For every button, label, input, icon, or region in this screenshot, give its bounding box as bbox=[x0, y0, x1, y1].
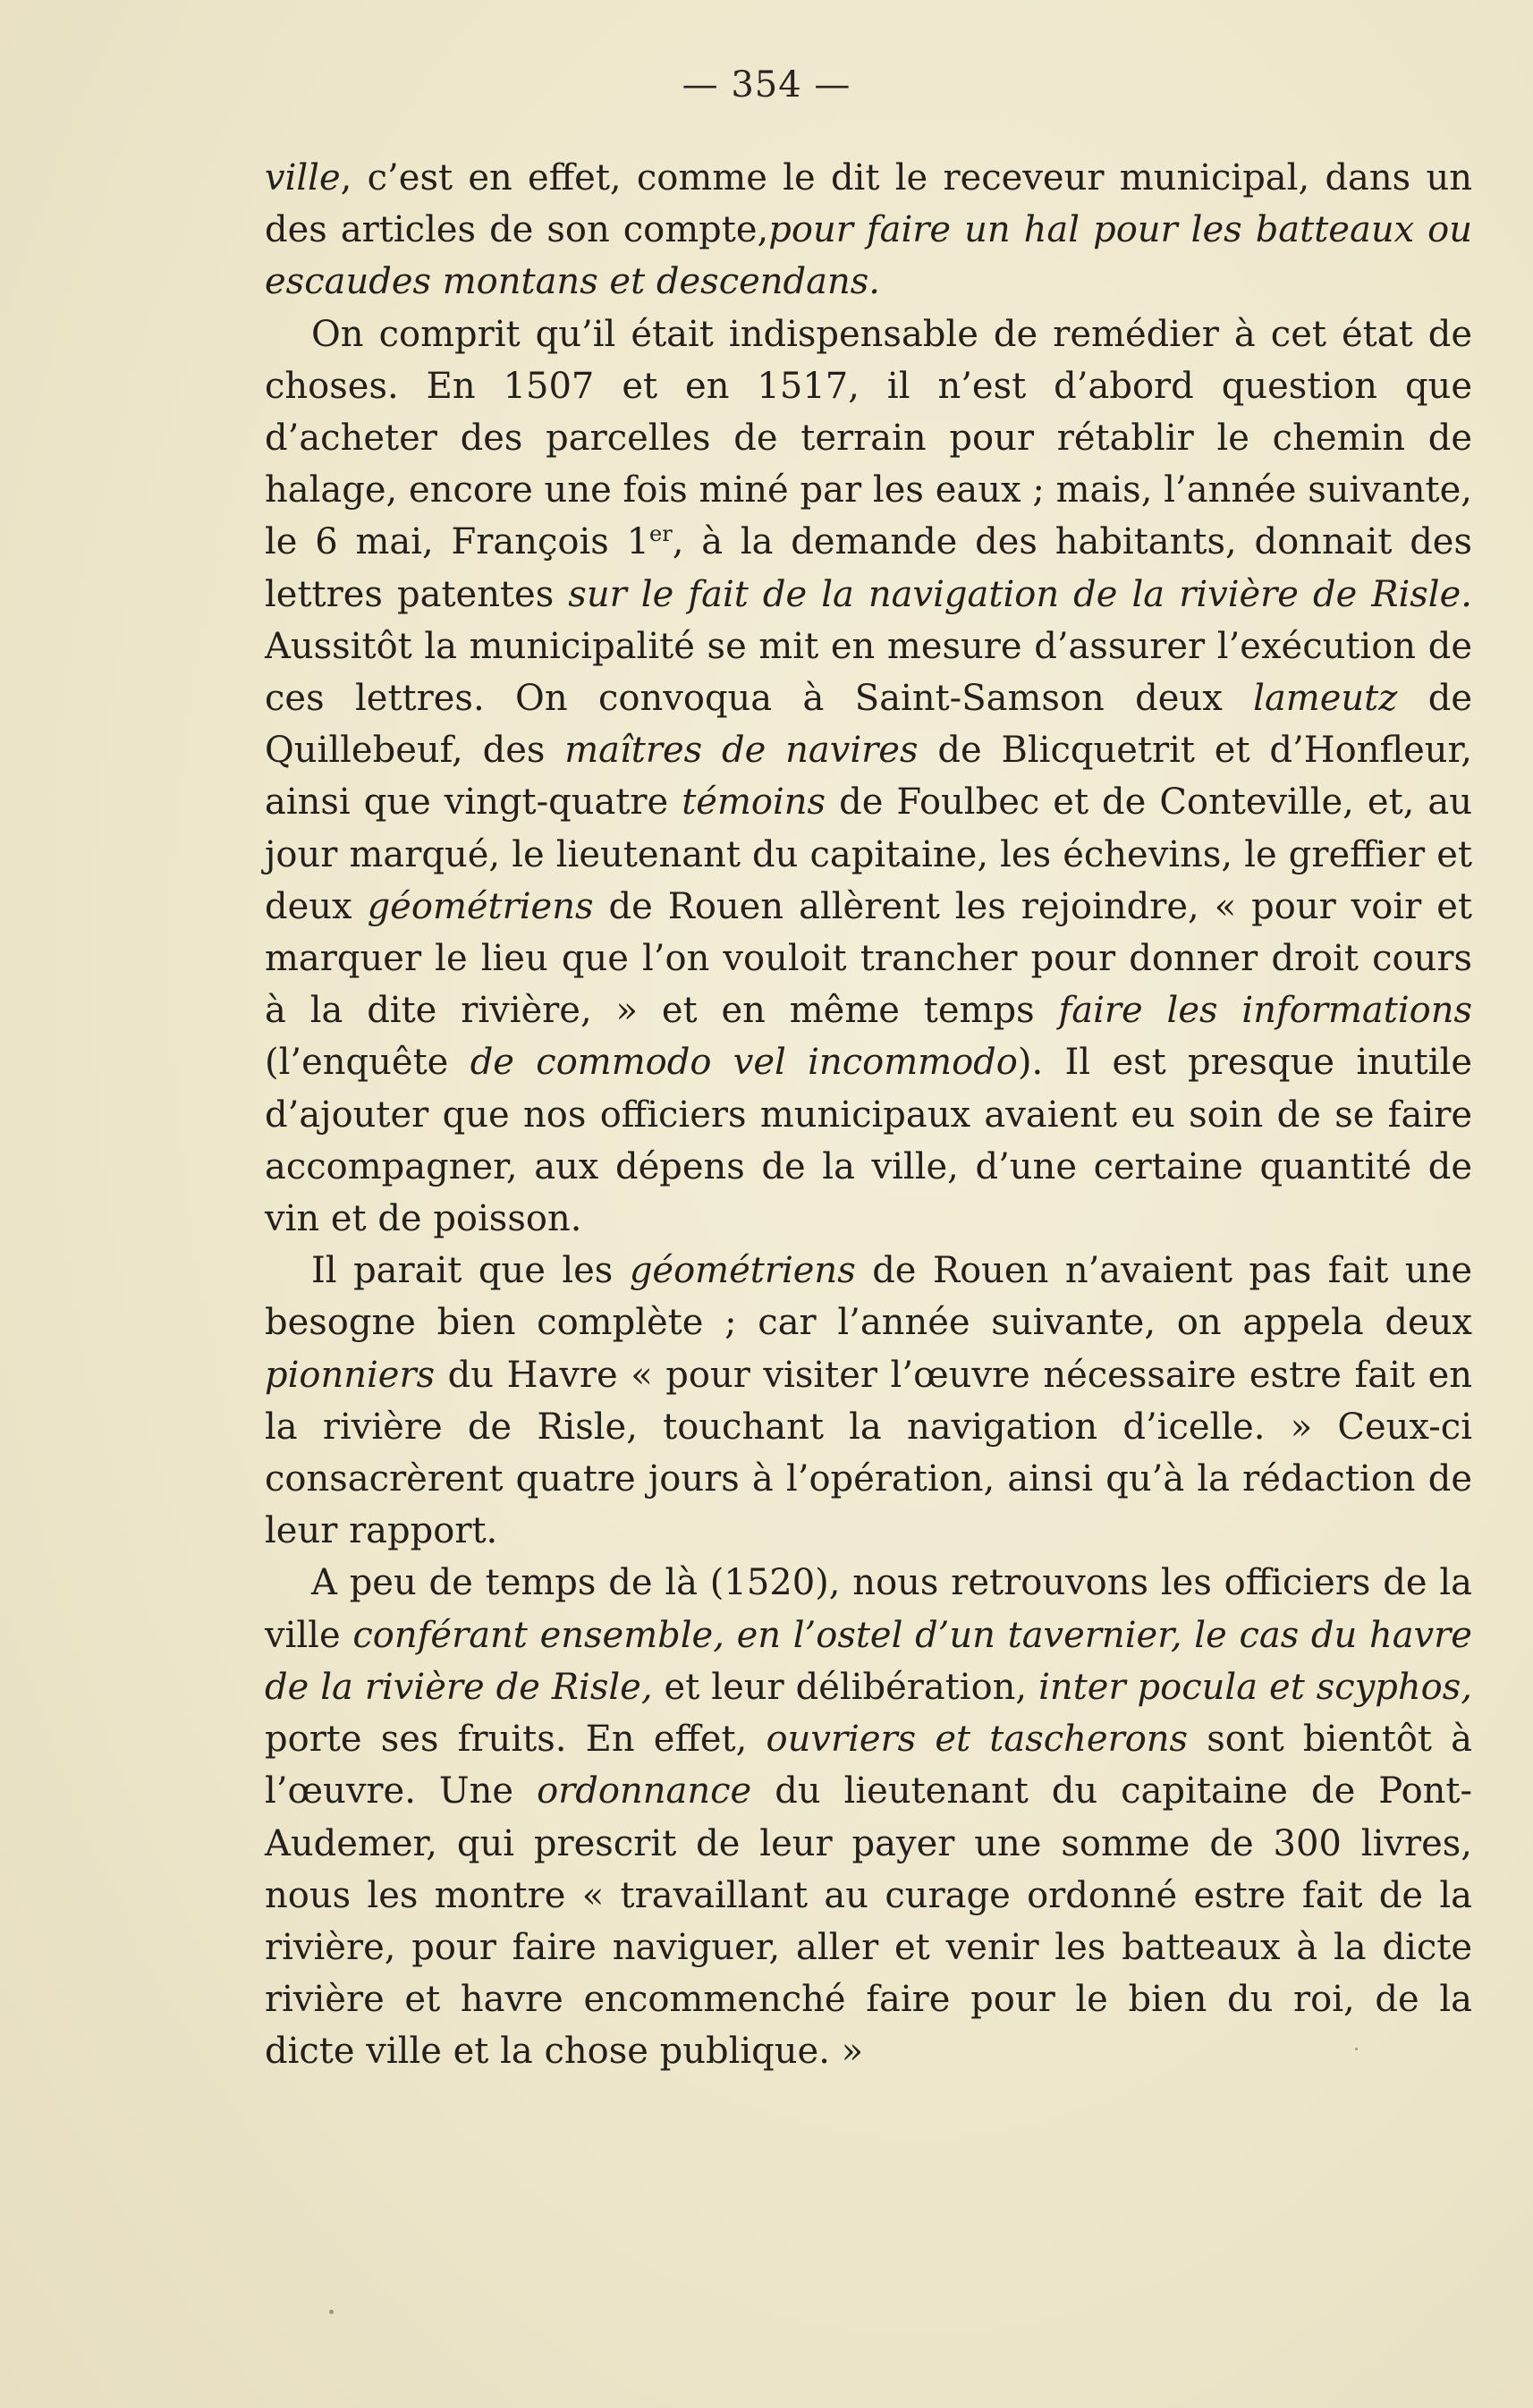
paragraph bbox=[265, 152, 1472, 308]
paragraph bbox=[265, 1557, 1472, 2077]
italic-text: ouvriers et tascherons bbox=[766, 1719, 1189, 1761]
italic-text: témoins bbox=[682, 782, 826, 824]
italic-text: lameutz bbox=[1253, 678, 1398, 720]
text-run: , à la demande des habitants, donnait des lettres patentes bbox=[265, 521, 1473, 615]
italic-text: ville bbox=[265, 157, 341, 199]
text-run: ). Il est presque inutile d’ajouter que nos officiers municipaux avaient eu soin de se faire accompagner, aux dépens de la ville, d’une certaine quantité de vin et de poisson. bbox=[265, 1042, 1473, 1240]
text-run: A peu de temps de là (1520), nous retrouvons les officiers de la ville bbox=[265, 1562, 1472, 1656]
superscript-text: er bbox=[649, 521, 673, 547]
text-run: Il parait que les bbox=[311, 1250, 630, 1292]
italic-text: inter pocula et scyphos, bbox=[1038, 1666, 1472, 1708]
text-run: (l’enquête bbox=[265, 1042, 470, 1084]
text-run: de Rouen allèrent les rejoindre, « pour voir et marquer le lieu que l’on vouloit trancher pour donner droit cours à la dite rivière, » et en même temps bbox=[265, 885, 1472, 1032]
paragraph bbox=[265, 1245, 1472, 1557]
text-run: de Foulbec et de Conteville, et, au jour marqué, le lieutenant du capitaine, les échevins, le greffier et deux bbox=[265, 782, 1472, 927]
text-run: , c’est en effet, comme le dit le receveur municipal, dans un des articles de son compte, bbox=[265, 157, 1472, 251]
text-run: sont bientôt à l’œuvre. Une bbox=[265, 1719, 1472, 1812]
paragraph bbox=[265, 308, 1472, 1246]
text-run: porte ses fruits. En effet, bbox=[265, 1719, 766, 1761]
italic-text: géométriens bbox=[367, 885, 594, 927]
italic-text: géométriens bbox=[629, 1250, 856, 1292]
text-run: de Quillebeuf, des bbox=[265, 678, 1472, 772]
italic-text: faire les informations bbox=[1058, 990, 1472, 1032]
paper-speck bbox=[329, 2310, 334, 2314]
text-run: de Blicquetrit et d’Honfleur, ainsi que vingt-quatre bbox=[265, 730, 1472, 824]
italic-text: conférant ensemble, en l’ostel d’un tavernier, le cas du havre de la rivière de Risle, bbox=[265, 1614, 1472, 1708]
page-number: — 354 — bbox=[682, 64, 851, 106]
italic-text: pour faire un hal pour les batteaux ou escaudes montans et descendans. bbox=[265, 209, 1472, 303]
italic-text: pionniers bbox=[265, 1354, 436, 1396]
italic-text: maîtres de navires bbox=[564, 730, 919, 772]
text-run: du lieutenant du capitaine de Pont-Audemer, qui prescrit de leur payer une somme de 300 livres, nous les montre « travaillant au curage ordonné estre fait de la rivière, pour faire naviguer, aller et venir les batteaux à la dicte rivière et havre encommenché faire pour le bien du roi, de la dicte ville et la chose publique. » bbox=[265, 1770, 1472, 2073]
text-run: On comprit qu’il était indispensable de remédier à cet état de choses. En 1507 et en 1517, il n’est d’abord question que d’acheter des parcelles de terrain pour rétablir le chemin de halage, encore une fois miné par les eaux ; mais, l’année suivante, le 6 mai, François 1 bbox=[265, 313, 1472, 563]
text-run: du Havre « pour visiter l’œuvre nécessaire estre fait en la rivière de Risle, touchant la navigation d’icelle. » Ceux-ci consacrèrent quatre jours à l’opération, ainsi qu’à la rédaction de leur rapport. bbox=[265, 1354, 1472, 1552]
text-run: Aussitôt la municipalité se mit en mesure d’assurer l’exécution de ces lettres. On convoqua à Saint-Samson deux bbox=[265, 625, 1472, 720]
italic-text: de commodo vel incommodo bbox=[470, 1042, 1018, 1084]
body-text bbox=[265, 152, 1472, 2078]
italic-text: ordonnance bbox=[537, 1770, 752, 1812]
text-run: de Rouen n’avaient pas fait une besogne bien complète ; car l’année suivante, on appela deux bbox=[265, 1250, 1472, 1344]
italic-text: sur le fait de la navigation de la rivière de Risle. bbox=[568, 573, 1472, 615]
paper-speck bbox=[1355, 2048, 1358, 2050]
text-run: et leur délibération, bbox=[652, 1666, 1039, 1708]
